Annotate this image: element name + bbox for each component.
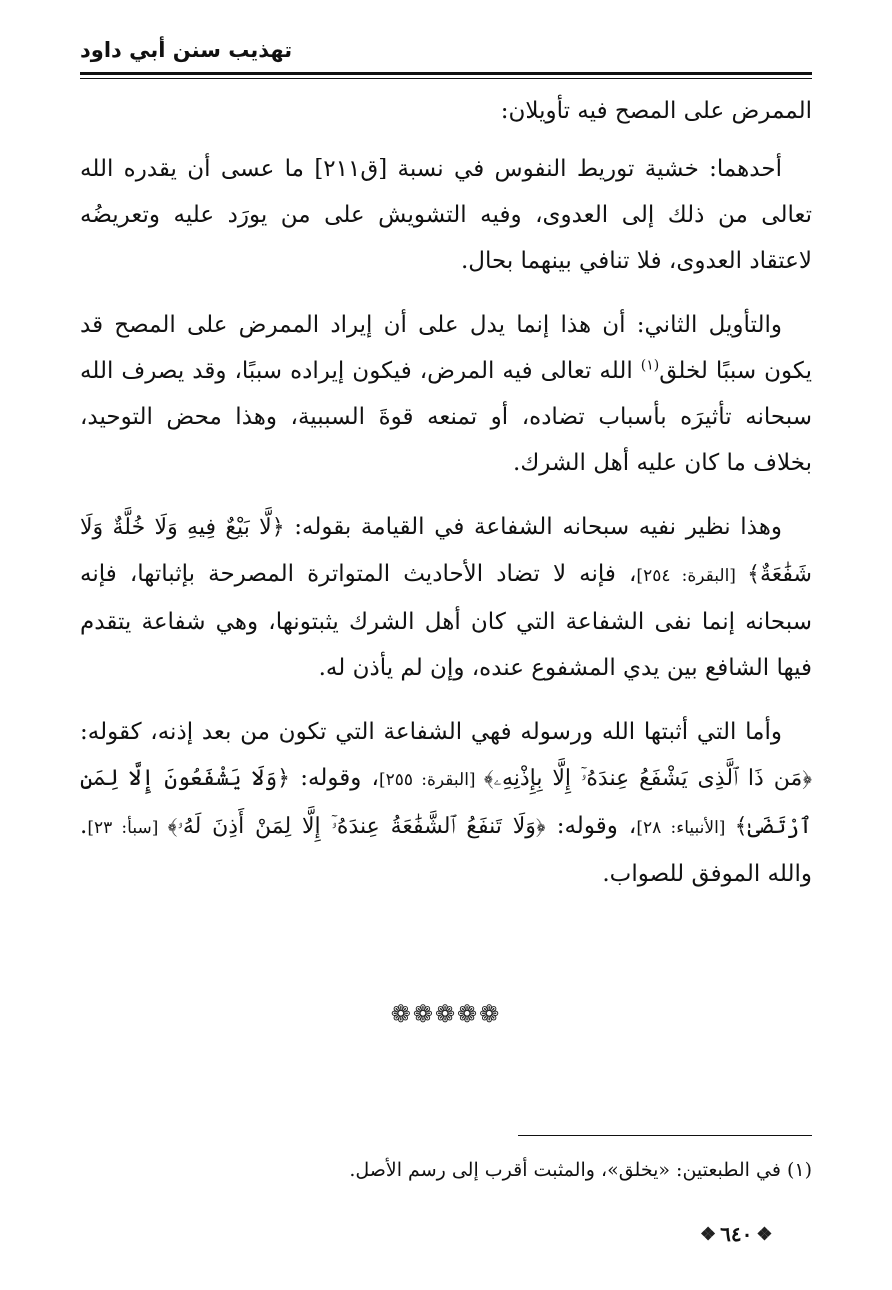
- main-text: [80, 88, 812, 915]
- footnote-reference[interactable]: (١): [640, 357, 660, 374]
- verse-reference: [الأنبياء: ٢٨]: [636, 818, 735, 838]
- ornament-icon: ❖: [756, 1223, 773, 1245]
- paragraph-text: أحدهما: خشية توريط النفوس في نسبة [ق٢١١] ما عسى أن يقدره الله تعالى من ذلك إلى العدوى، وفيه التشويش على من يورَد عليه وتعريضُه لاعتقاد العدوى، فلا تنافي بينهما بحال.: [80, 156, 812, 274]
- paragraph-text: الممرض على المصح فيه تأويلان:: [500, 98, 812, 124]
- footnote: (١) في الطبعتين: «يخلق»، والمثبت أقرب إلى رسم الأصل.: [349, 1159, 812, 1181]
- footnote-rule: [518, 1135, 812, 1136]
- book-title: تهذيب سنن أبي داود: [80, 38, 293, 62]
- quran-verse: ﴿وَلَا يَشْفَعُونَ إِلَّا لِمَنِ ٱرْتَضَىٰ﴾: [80, 766, 812, 839]
- paragraph-text: الله تعالى فيه المرض، فيكون إيراده سببًا، وقد يصرف الله سبحانه تأثيرَه بأسباب تضاده، أو تمنعه قوةَ السببية، وهذا محض التوحيد، بخلاف ما كان عليه أهل الشرك.: [80, 358, 812, 476]
- paragraph-text: والتأويل الثاني: أن هذا إنما يدل على أن إيراد الممرض على المصح قد يكون سببًا لخلق: [80, 312, 812, 384]
- verse-reference: [البقرة: ٢٥٤]: [636, 566, 748, 586]
- section-divider-ornament: ❁❁❁❁❁: [390, 1000, 502, 1028]
- running-header: [80, 38, 812, 72]
- verse-reference: [سبأ: ٢٣]: [87, 818, 168, 838]
- paragraph-text: وأما التي أثبتها الله ورسوله فهي الشفاعة التي تكون من بعد إذنه، كقوله:: [80, 719, 782, 745]
- paragraph-second-interpretation: [80, 302, 812, 486]
- quran-verse: ﴿مَن ذَا ٱلَّذِى يَشْفَعُ عِندَهُۥٓ إِلَّا بِإِذْنِهِۦ﴾: [483, 766, 812, 791]
- quran-verse: ﴿وَلَا تَنفَعُ ٱلشَّفَٰعَةُ عِندَهُۥٓ إِلَّا لِمَنْ أَذِنَ لَهُۥ﴾: [167, 814, 546, 839]
- page-number-block: [700, 1222, 812, 1246]
- quran-verse: ﴿لَّا بَيْعٌ فِيهِ وَلَا خُلَّةٌ وَلَا شَفَٰعَةٌ﴾: [80, 515, 812, 587]
- paragraph-text: ، وقوله:: [290, 765, 379, 791]
- paragraph-first-interpretation: [80, 146, 812, 284]
- page-number: ٦٤٠: [720, 1222, 753, 1246]
- verse-reference: [البقرة: ٢٥٥]: [378, 770, 484, 790]
- header-rule-thin: [80, 78, 812, 79]
- paragraph-text: ، فإنه لا تضاد الأحاديث المتواترة المصرحة بإثباتها، فإنه سبحانه إنما نفى الشفاعة التي كان أهل الشرك يثبتونها، وهي شفاعة يتقدم فيها الشافع بين يدي المشفوع عنده، وإن لم يأذن له.: [80, 561, 812, 681]
- paragraph-text: ، وقوله:: [545, 813, 637, 839]
- paragraph-text: . والله الموفق للصواب.: [80, 813, 812, 887]
- ornament-icon: ❖: [700, 1223, 717, 1245]
- paragraph-permitted-intercession: [80, 709, 812, 897]
- paragraph-intercession: [80, 504, 812, 691]
- paragraph-text: وهذا نظير نفيه سبحانه الشفاعة في القيامة بقوله:: [284, 514, 783, 540]
- paragraph-intro: [80, 88, 812, 134]
- header-rule-thick: [80, 72, 812, 75]
